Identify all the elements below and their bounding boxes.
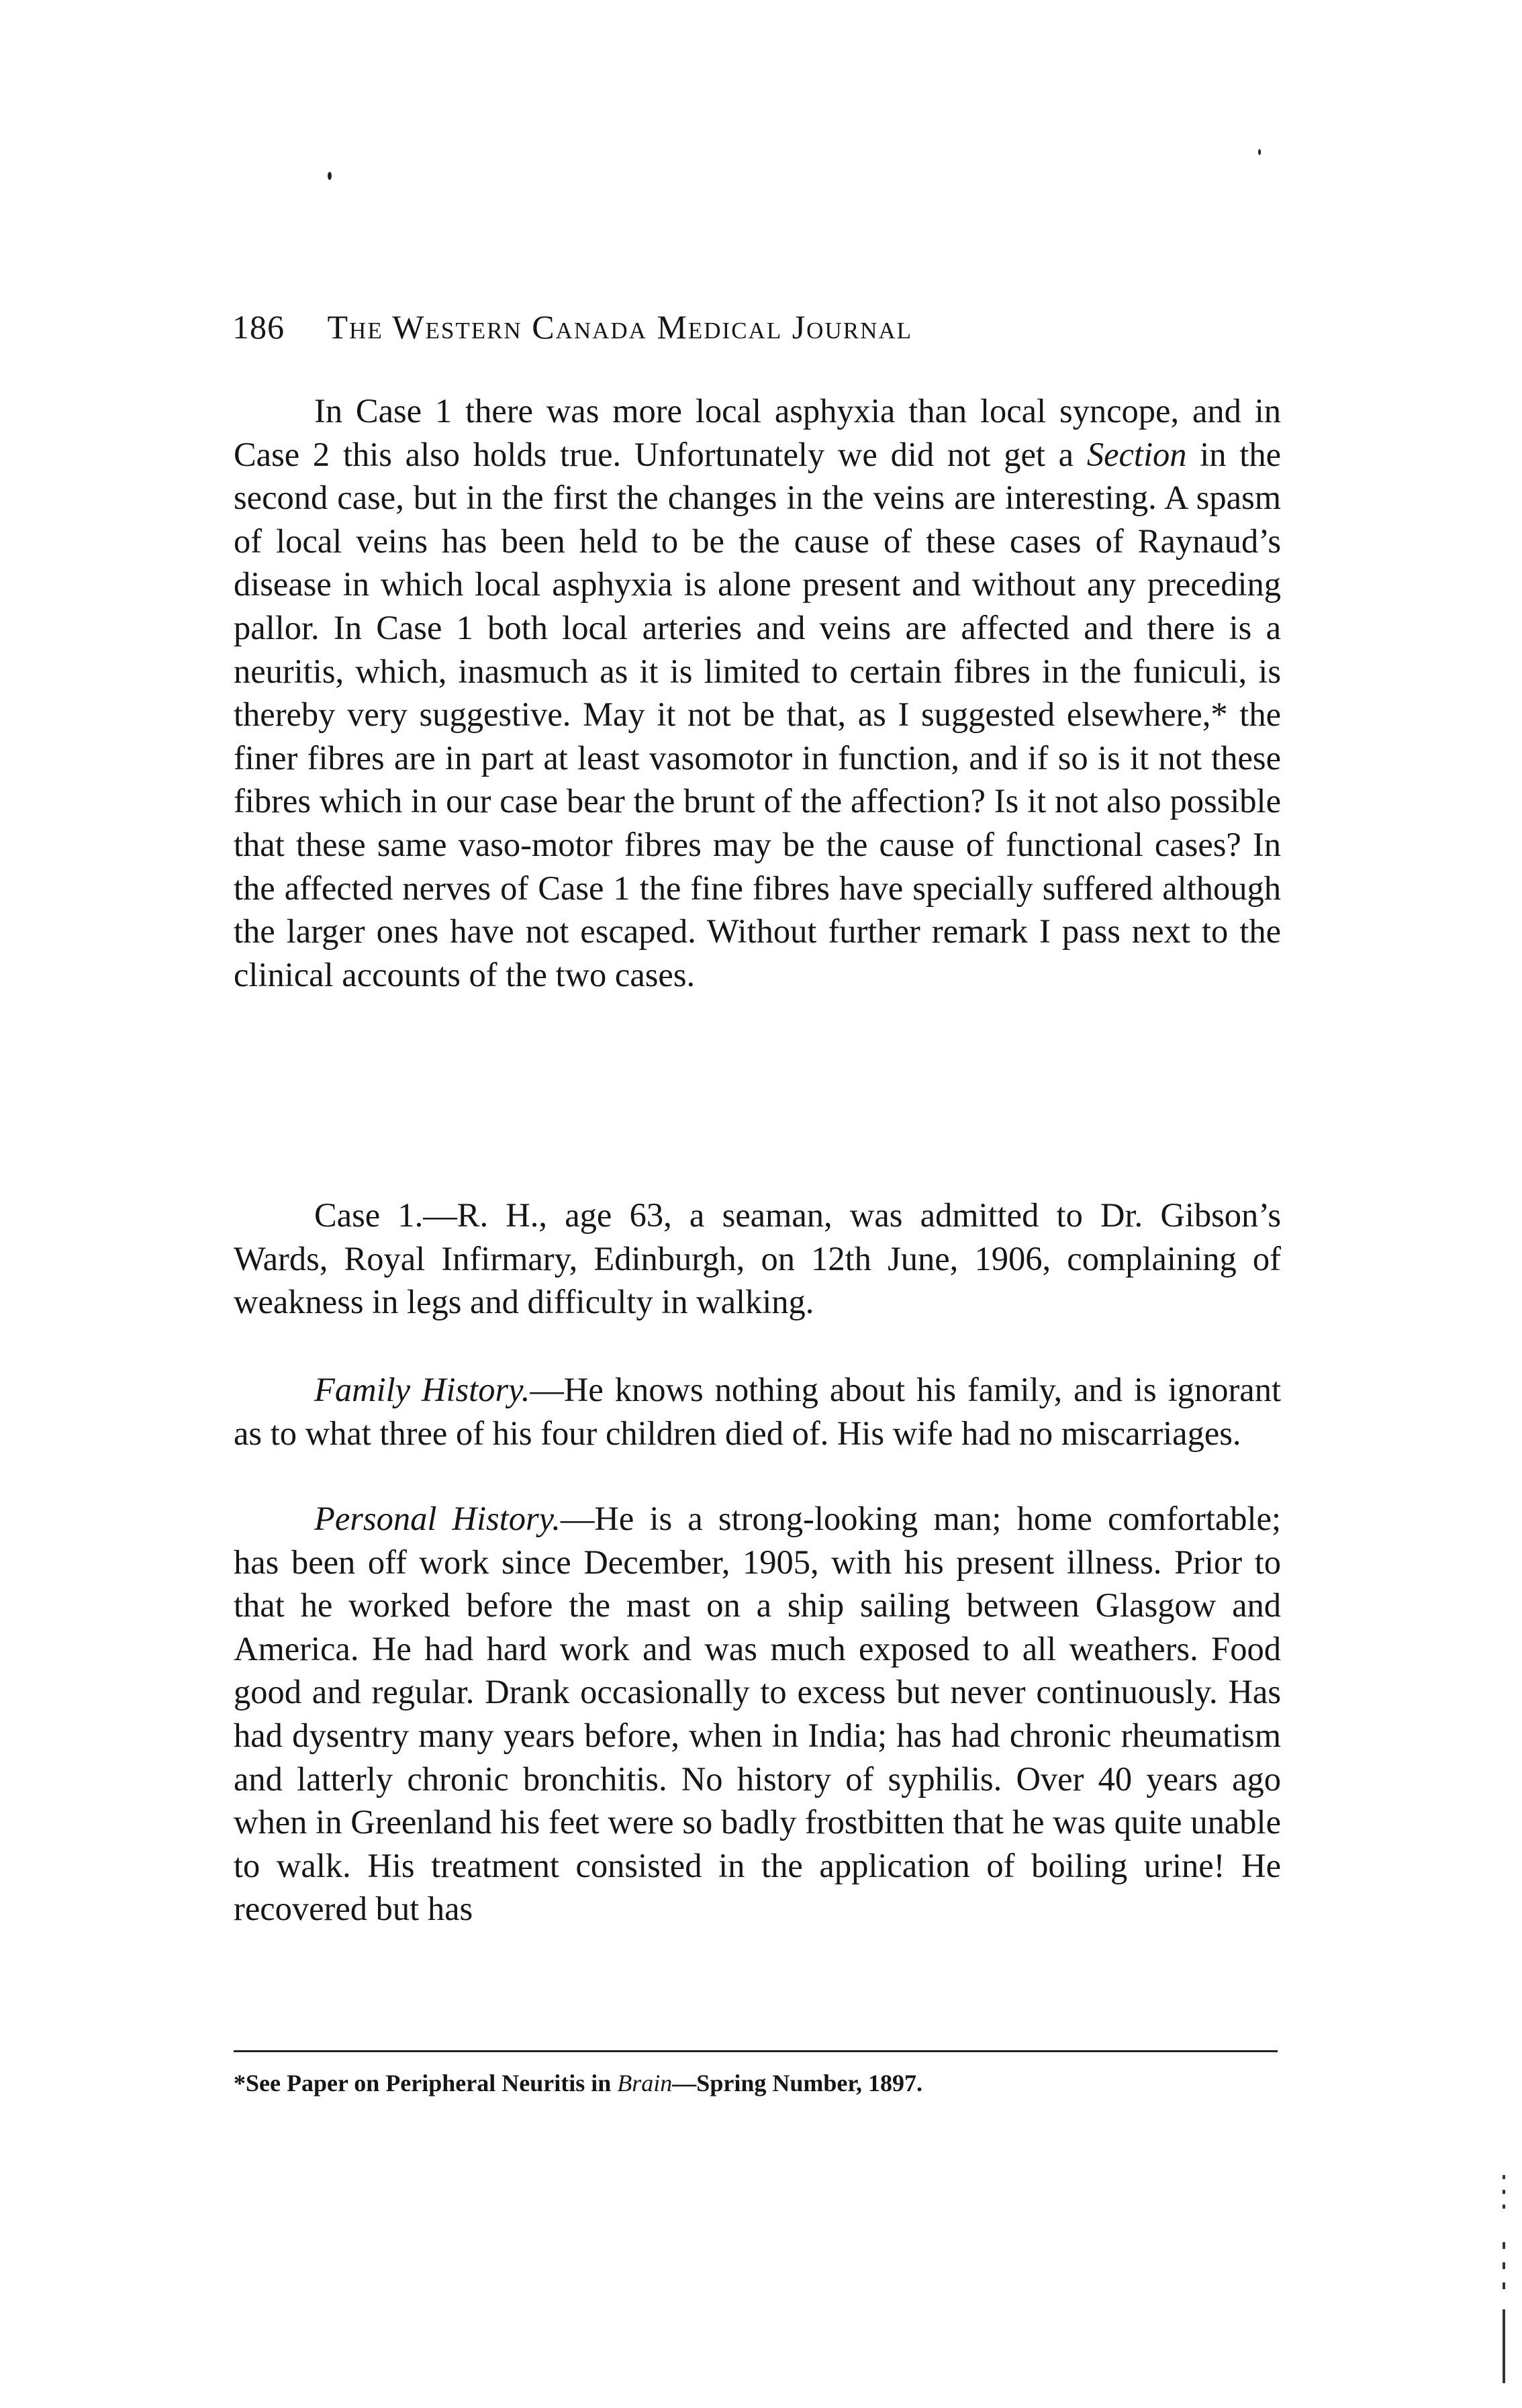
scan-edge-mark [1503, 2242, 1505, 2249]
section-heading-personal-history: Personal History. [314, 1500, 561, 1537]
scan-edge-mark [1503, 2205, 1505, 2209]
journal-title: The Western Canada Medical Journal [327, 308, 912, 346]
print-speck [1258, 149, 1261, 155]
paragraph-family-history [234, 1368, 1281, 1455]
scan-edge-mark [1503, 2262, 1505, 2269]
footnote-text: —Spring Number, 1897. [672, 2070, 923, 2097]
scan-edge-mark [1503, 2175, 1505, 2179]
footnote [234, 2066, 1281, 2100]
print-speck [328, 172, 332, 180]
paragraph-text: In Case 1 there was more local asphyxia than local syncope, and in Case 2 this also holds true. Unfortunately we did not get a [234, 392, 1281, 473]
running-header [232, 303, 1280, 350]
scan-edge-mark [1503, 2309, 1505, 2383]
paragraph-case-1-intro [234, 1194, 1281, 1324]
scan-edge-mark [1503, 2190, 1505, 2194]
paragraph-personal-history [234, 1497, 1281, 1931]
footnote-text: *See Paper on Peripheral Neuritis in [234, 2070, 618, 2097]
section-heading-family-history: Family History. [314, 1371, 530, 1408]
paragraph-text: Case 1.—R. H., age 63, a seaman, was admitted to Dr. Gibson’s Wards, Royal Infirmary, Edinburgh, on 12th June, 1906, complaining of weakness in legs and difficulty in walking. [234, 1196, 1281, 1321]
page-number: 186 [232, 308, 285, 346]
paragraph-text: —He knows nothing about his family, and is ignorant as to what three of his four children died of. His wife had no miscarriages. [234, 1371, 1281, 1452]
paragraph-case-discussion [234, 389, 1281, 996]
footnote-divider [234, 2050, 1278, 2052]
scan-edge-mark [1503, 2282, 1505, 2289]
paragraph-text: —He is a strong-looking man; home comfortable; has been off work since December, 1905, with his present illness. Prior to that he worked before the mast on a ship sailing between Glasgow and America. He had hard work and was much exposed to all weathers. Food good and regular. Drank occasionally to excess but never continuously. Has had dysentry many years before, when in India; has had chronic rheumatism and latterly chronic bronchitis. No history of syphilis. Over 40 years ago when in Greenland his feet were so badly frostbitten that he was quite unable to walk. His treatment consisted in the application of boiling urine! He recovered but has [234, 1500, 1282, 1928]
paragraph-text: in the second case, but in the first the changes in the veins are interesting. A spasm of local veins has been held to be the cause of these cases of Raynaud’s disease in which local asphyxia is alone present and without any preceding pallor. In Case 1 both local arteries and veins are affected and there is a neuritis, which, inasmuch as it is limited to certain fibres in the funiculi, is thereby very suggestive. May it not be that, as I suggested elsewhere,* the finer fibres are in part at least vasomotor in function, and if so is it not these fibres which in our case bear the brunt of the affection? Is it not also possible that these same vaso-motor fibres may be the cause of functional cases? In the affected nerves of Case 1 the fine fibres have specially suffered although the larger ones have not escaped. Without further remark I pass next to the clinical accounts of the two cases. [234, 435, 1281, 994]
italic-section-word: Section [1086, 435, 1187, 473]
footnote-journal-name: Brain [617, 2070, 673, 2097]
